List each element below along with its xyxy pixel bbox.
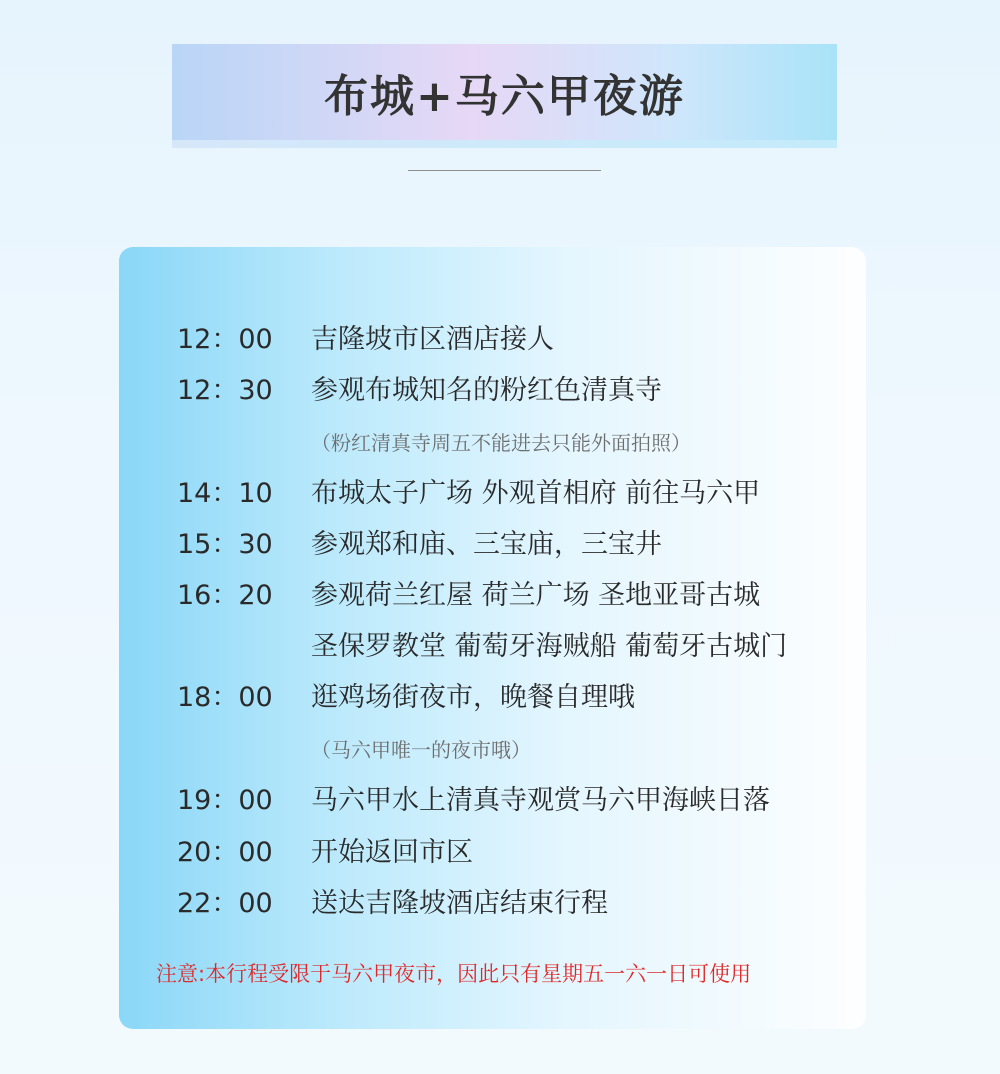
page-title: 布城+马六甲夜游 bbox=[324, 71, 685, 122]
schedule-desc: 马六甲水上清真寺观赏马六甲海峡日落 bbox=[311, 785, 770, 816]
schedule-desc: 圣保罗教堂 葡萄牙海贼船 葡萄牙古城门 bbox=[311, 631, 788, 662]
schedule-desc: 送达吉隆坡酒店结束行程 bbox=[311, 888, 608, 919]
schedule-note: （马六甲唯一的夜市哦） bbox=[311, 738, 531, 762]
schedule-desc: 参观郑和庙、三宝庙，三宝井 bbox=[311, 529, 662, 560]
schedule-time: 22：00 bbox=[177, 888, 273, 919]
schedule-row bbox=[119, 371, 866, 411]
schedule-desc: 开始返回市区 bbox=[311, 837, 473, 868]
schedule-time: 20：00 bbox=[177, 837, 273, 868]
schedule-row bbox=[119, 781, 866, 821]
title-divider bbox=[408, 170, 601, 171]
schedule-time: 15：30 bbox=[177, 529, 273, 560]
schedule-row bbox=[119, 474, 866, 514]
schedule-row bbox=[119, 884, 866, 924]
schedule-row bbox=[119, 678, 866, 718]
schedule-desc: 吉隆坡市区酒店接人 bbox=[311, 324, 554, 355]
schedule-desc: 参观布城知名的粉红色清真寺 bbox=[311, 375, 662, 406]
schedule-desc: 逛鸡场街夜市，晚餐自理哦 bbox=[311, 682, 635, 713]
schedule-time: 12：00 bbox=[177, 324, 273, 355]
schedule-note-row bbox=[119, 730, 866, 770]
schedule-row-continuation bbox=[119, 627, 866, 667]
schedule-time: 19：00 bbox=[177, 785, 273, 816]
title-banner bbox=[172, 44, 837, 140]
schedule-time: 16：20 bbox=[177, 580, 273, 611]
schedule-row bbox=[119, 576, 866, 616]
schedule-row bbox=[119, 525, 866, 565]
notice-text: 注意:本行程受限于马六甲夜市，因此只有星期五一六一日可使用 bbox=[156, 962, 752, 986]
schedule-time: 12：30 bbox=[177, 375, 273, 406]
schedule-desc: 布城太子广场 外观首相府 前往马六甲 bbox=[311, 478, 761, 509]
title-underbar bbox=[172, 140, 837, 148]
schedule-note: （粉红清真寺周五不能进去只能外面拍照） bbox=[311, 431, 691, 455]
schedule-time: 18：00 bbox=[177, 682, 273, 713]
schedule-note-row bbox=[119, 423, 866, 463]
schedule-desc: 参观荷兰红屋 荷兰广场 圣地亚哥古城 bbox=[311, 580, 761, 611]
schedule-time: 14：10 bbox=[177, 478, 273, 509]
schedule-row bbox=[119, 320, 866, 360]
schedule-row bbox=[119, 833, 866, 873]
itinerary-card bbox=[119, 247, 866, 1029]
